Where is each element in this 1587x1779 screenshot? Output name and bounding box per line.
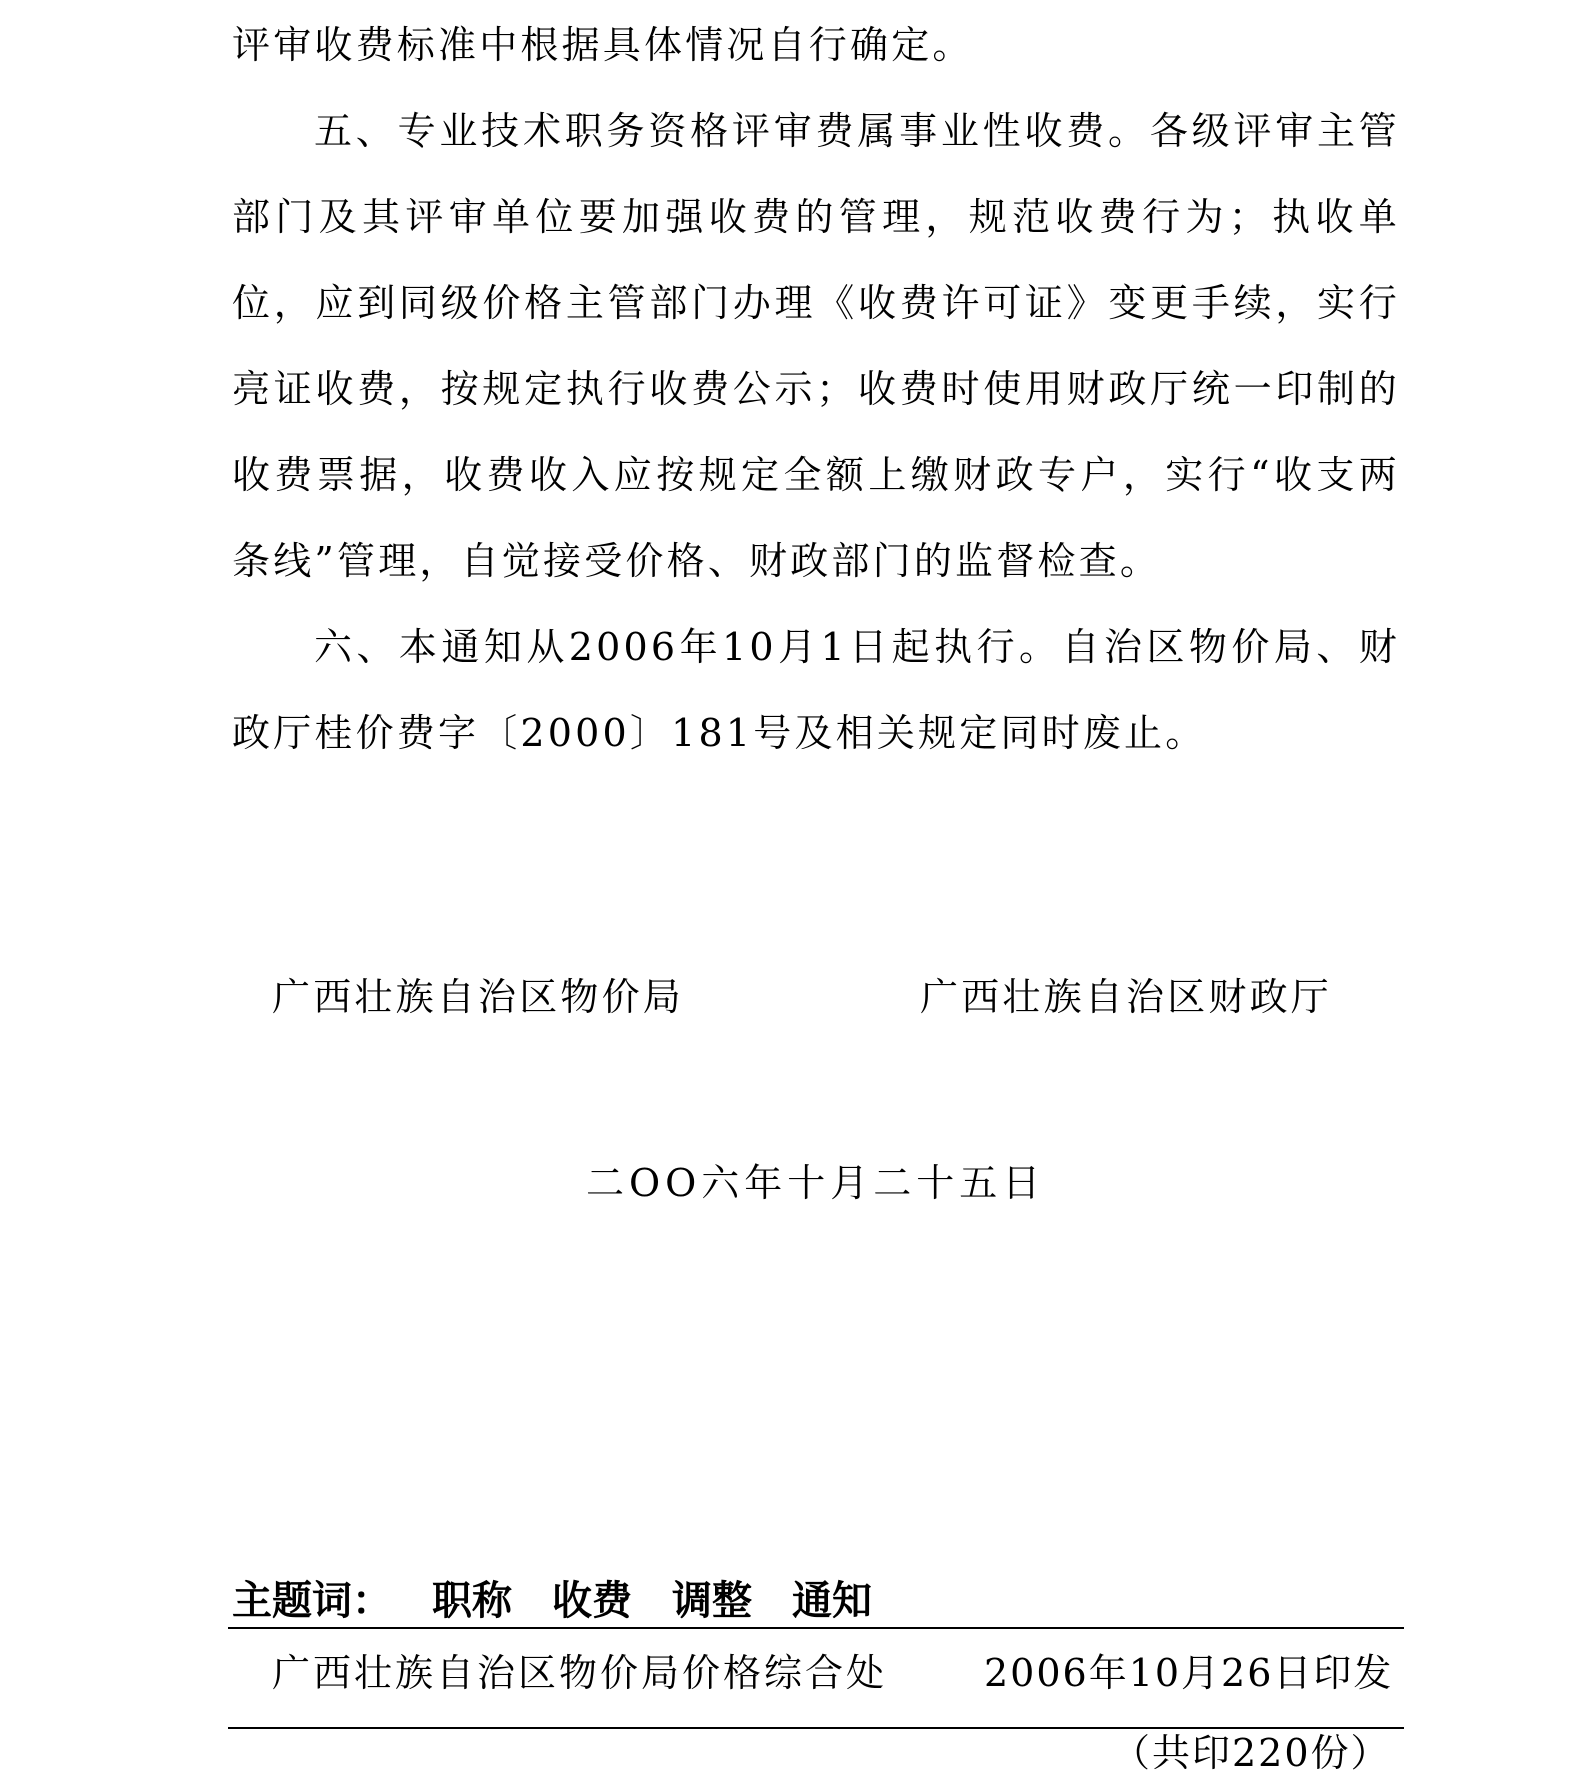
subject-label: 主题词： xyxy=(232,1578,392,1624)
paragraph-six: 六、本通知从2006年10月1日起执行。自治区物价局、财政厅桂价费字〔2000〕181号及相关规定同时废止。 xyxy=(232,625,1400,755)
footer-rule-top xyxy=(228,1627,1404,1629)
signature-finance-department: 广西壮族自治区财政厅 xyxy=(920,975,1333,1019)
document-date: 二OO六年十月二十五日 xyxy=(586,1161,1046,1205)
keyword: 职称 xyxy=(432,1578,512,1624)
copies-count: （共印220份） xyxy=(1112,1731,1391,1775)
paragraph-five: 五、专业技术职务资格评审费属事业性收费。各级评审主管部门及其评审单位要加强收费的管理，规范收费行为；执收单位，应到同级价格主管部门办理《收费许可证》变更手续，实行亮证收费，按规定执行收费公示；收费时使用财政厅统一印制的收费票据，收费收入应按规定全额上缴财政专户，实行“收支两条线”管理，自觉接受价格、财政部门的监督检查。 xyxy=(232,109,1400,583)
document-body xyxy=(232,2,1400,776)
issue-date: 2006年10月26日印发 xyxy=(984,1651,1394,1695)
signature-price-bureau: 广西壮族自治区物价局 xyxy=(272,975,685,1019)
keyword: 调整 xyxy=(672,1578,752,1624)
issuing-office: 广西壮族自治区物价局价格综合处 xyxy=(272,1651,888,1695)
keyword: 通知 xyxy=(792,1578,872,1624)
subject-keywords xyxy=(232,1576,872,1626)
keyword: 收费 xyxy=(552,1578,632,1624)
paragraph-continuation: 评审收费标准中根据具体情况自行确定。 xyxy=(232,23,974,67)
